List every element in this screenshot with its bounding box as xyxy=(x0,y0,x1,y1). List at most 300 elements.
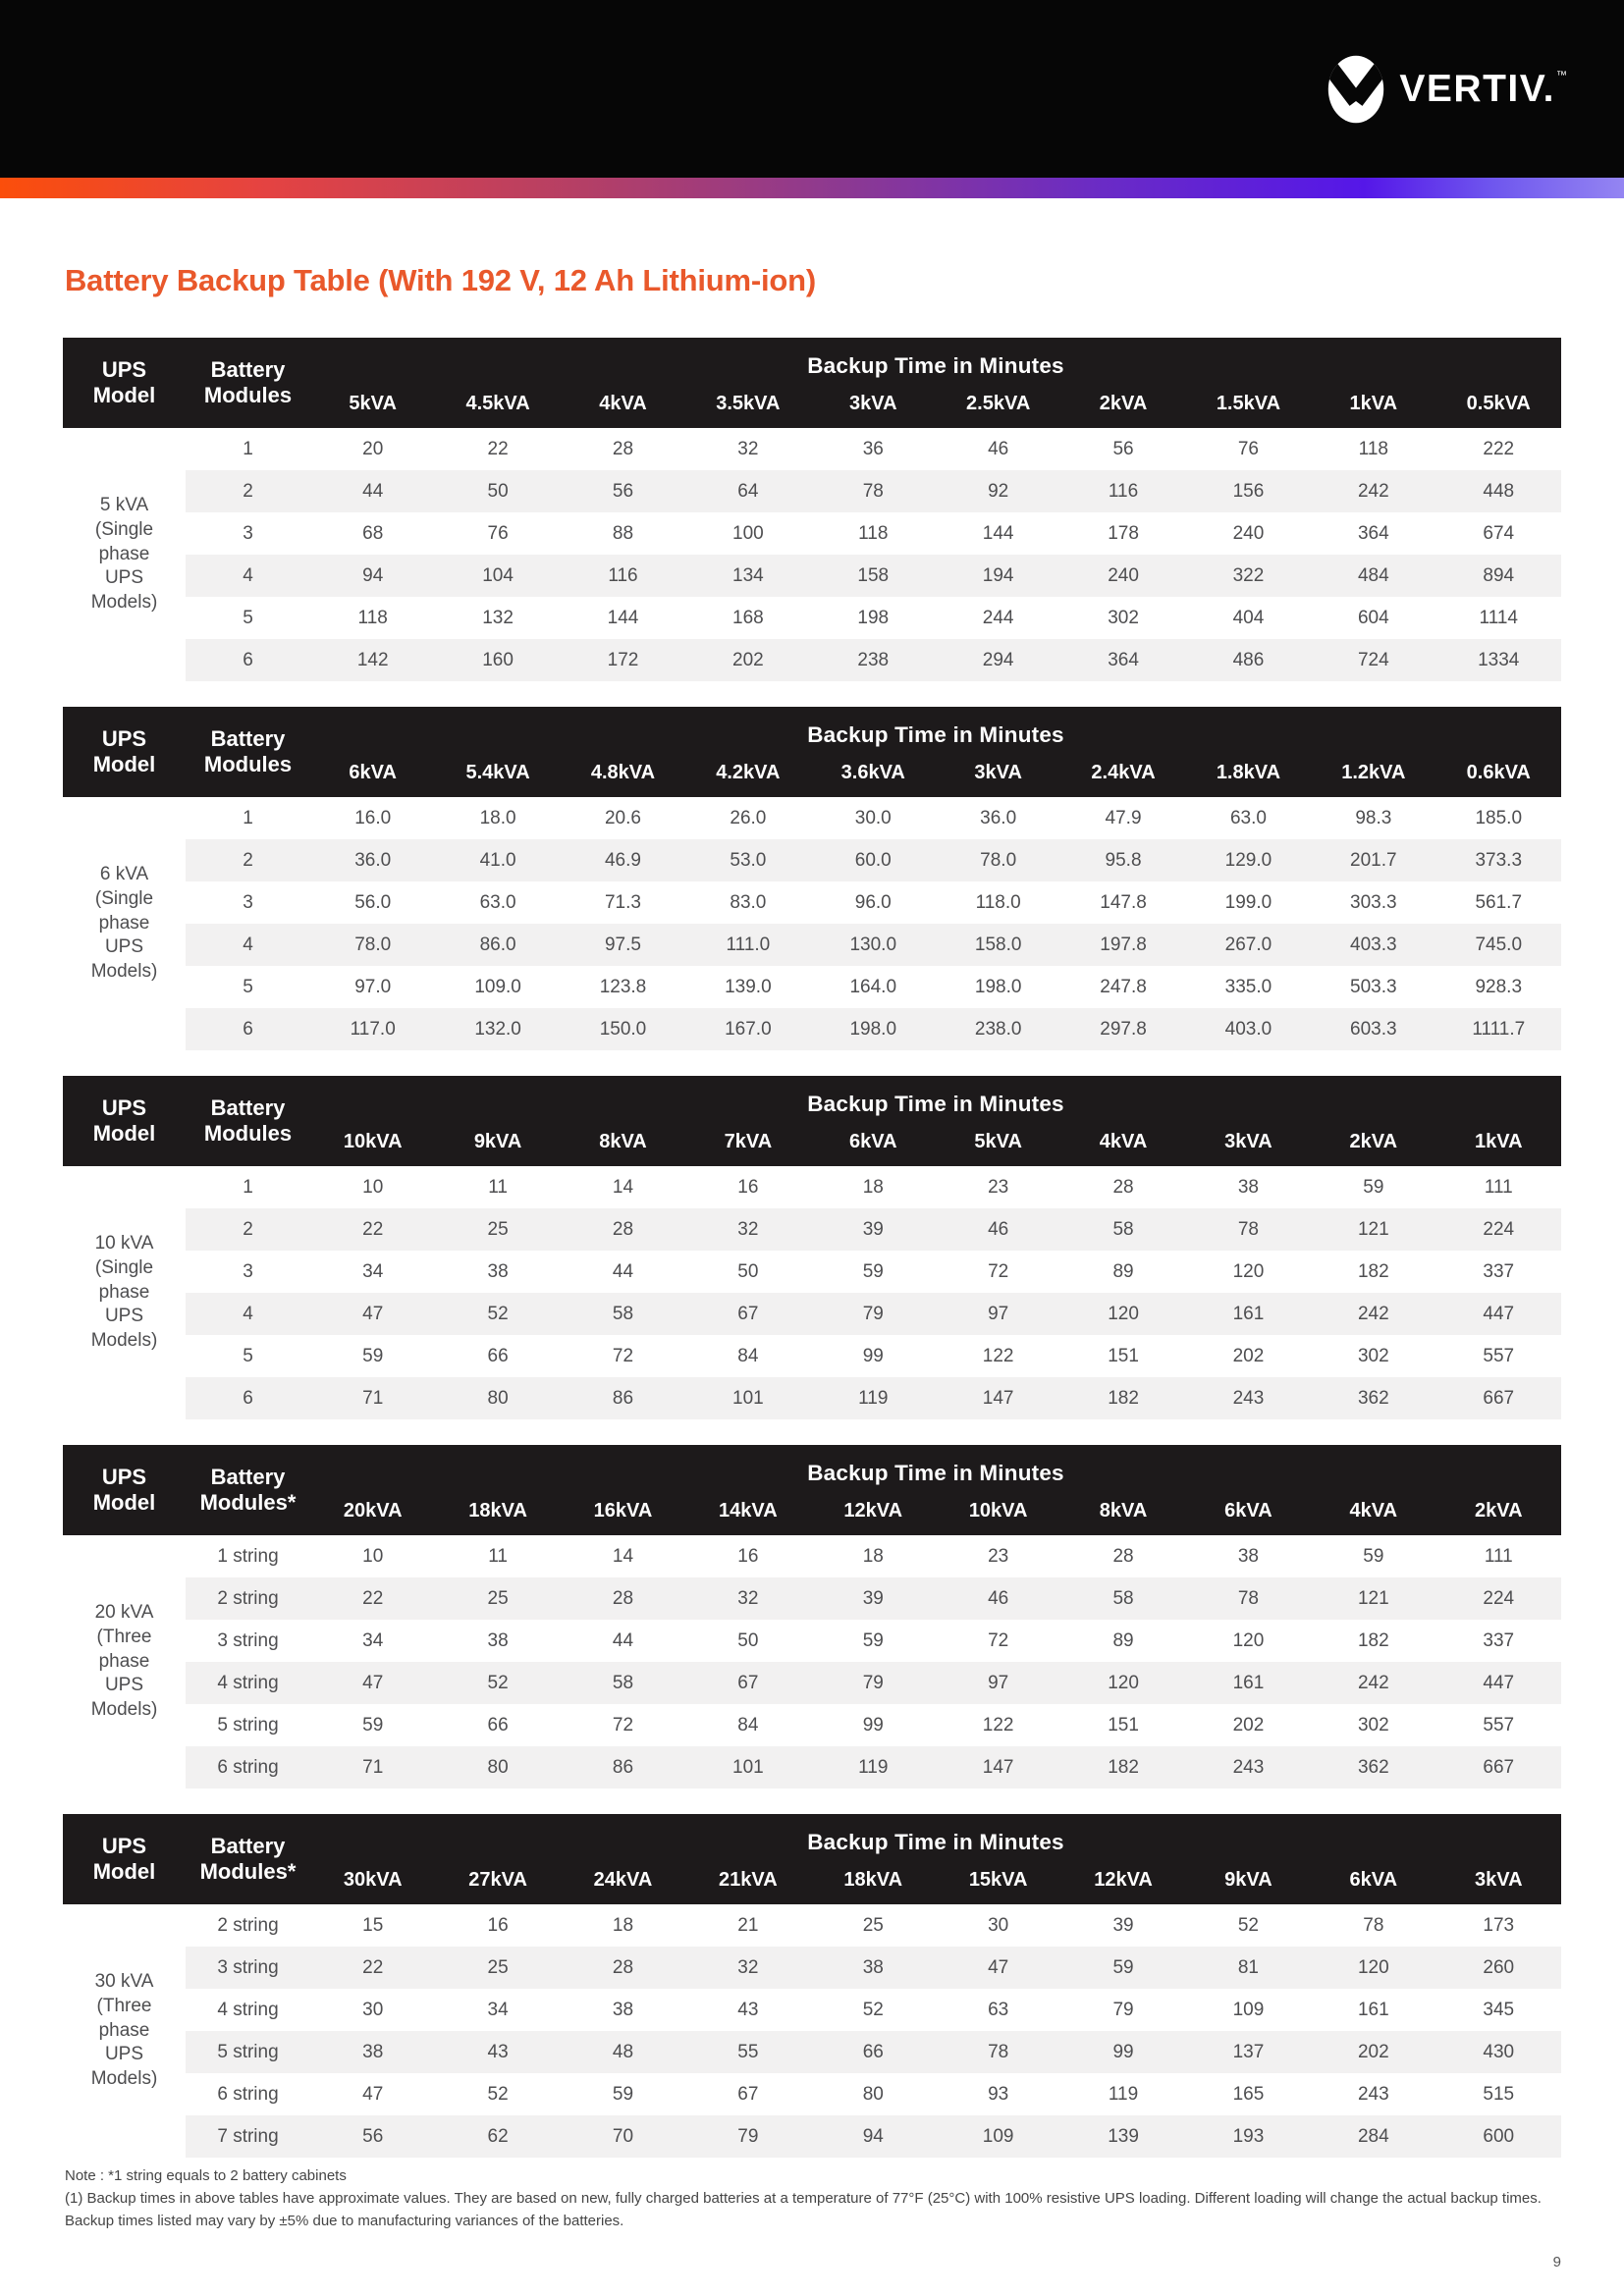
backup-value-cell: 151 xyxy=(1108,1714,1139,1735)
vertiv-logo-text: VERTIV.™ xyxy=(1399,68,1567,110)
ups-model-header: UPS Model xyxy=(63,1076,186,1166)
backup-value-cell: 28 xyxy=(561,1947,685,1989)
backup-value-cell: 1114 xyxy=(1479,607,1518,628)
backup-value-cell: 193 xyxy=(1186,2115,1311,2158)
kva-col-header: 6kVA xyxy=(811,1125,936,1166)
backup-value-cell: 120 xyxy=(1060,1293,1185,1335)
backup-value-cell: 63.0 xyxy=(479,891,516,913)
kva-col-header: 15kVA xyxy=(936,1863,1060,1904)
table-row xyxy=(63,797,1561,839)
kva-col-header: 1.2kVA xyxy=(1311,756,1435,797)
battery-modules-cell: 5 xyxy=(243,607,253,628)
backup-value-cell: 132 xyxy=(482,607,514,628)
kva-col-header: 6kVA xyxy=(310,756,435,797)
backup-value-cell: 118 xyxy=(1358,438,1388,459)
kva-col-header: 2kVA xyxy=(1311,1125,1435,1166)
backup-value-cell: 18.0 xyxy=(479,807,516,828)
backup-value-cell: 38 xyxy=(487,1260,509,1282)
backup-value-cell: 18 xyxy=(862,1176,884,1198)
kva-col-header: 1.8kVA xyxy=(1186,756,1311,797)
battery-modules-cell: 4 string xyxy=(217,1999,279,2020)
backup-value-cell: 745.0 xyxy=(1436,924,1561,966)
backup-value-cell: 28 xyxy=(561,1208,685,1251)
table-row xyxy=(63,597,1561,639)
backup-table xyxy=(63,1814,1561,2158)
backup-value-cell: 161 xyxy=(1186,1662,1311,1704)
backup-value-cell: 43 xyxy=(737,1999,759,2020)
backup-value-cell: 894 xyxy=(1436,555,1561,597)
backup-value-cell: 94 xyxy=(811,2115,936,2158)
kva-col-header: 9kVA xyxy=(1186,1863,1311,1904)
kva-col-header: 10kVA xyxy=(310,1125,435,1166)
backup-value-cell: 447 xyxy=(1436,1662,1561,1704)
kva-col-header: 12kVA xyxy=(811,1494,936,1535)
table-row xyxy=(63,1746,1561,1789)
backup-value-cell: 28 xyxy=(1112,1545,1134,1567)
backup-value-cell: 80 xyxy=(435,1746,560,1789)
backup-value-cell: 240 xyxy=(1232,522,1265,544)
backup-value-cell: 47 xyxy=(362,2083,384,2105)
backup-value-cell: 267.0 xyxy=(1186,924,1311,966)
table-row xyxy=(63,1251,1561,1293)
table-header-row xyxy=(63,338,1561,387)
backup-value-cell: 11 xyxy=(488,1176,508,1198)
ups-model-cell: 5 kVA (Single phase UPS Models) xyxy=(63,428,186,681)
backup-value-cell: 335.0 xyxy=(1224,976,1272,997)
backup-value-cell: 97 xyxy=(936,1662,1060,1704)
backup-value-cell: 34 xyxy=(362,1629,384,1651)
backup-value-cell: 32 xyxy=(685,1577,810,1620)
backup-value-cell: 86.0 xyxy=(435,924,560,966)
battery-modules-cell: 2 xyxy=(186,1208,310,1251)
battery-modules-cell: 3 xyxy=(243,1260,253,1282)
table-row xyxy=(63,2031,1561,2073)
table-row xyxy=(63,470,1561,512)
backup-value-cell: 147 xyxy=(936,1746,1060,1789)
backup-value-cell: 48 xyxy=(561,2031,685,2073)
backup-value-cell: 503.3 xyxy=(1350,976,1397,997)
backup-value-cell: 86 xyxy=(561,1377,685,1419)
backup-value-cell: 147 xyxy=(936,1377,1060,1419)
backup-value-cell: 95.8 xyxy=(1060,839,1185,881)
backup-value-cell: 116 xyxy=(561,555,685,597)
battery-modules-header: Battery Modules xyxy=(186,707,310,797)
backup-value-cell: 39 xyxy=(1112,1914,1134,1936)
backup-value-cell: 28 xyxy=(561,1577,685,1620)
battery-modules-cell: 3 xyxy=(243,891,253,913)
backup-value-cell: 151 xyxy=(1108,1345,1139,1366)
backup-value-cell: 120 xyxy=(1232,1629,1265,1651)
backup-time-header: Backup Time in Minutes xyxy=(310,707,1561,756)
backup-value-cell: 403.3 xyxy=(1311,924,1435,966)
battery-modules-cell: 1 string xyxy=(217,1545,279,1567)
backup-value-cell: 50 xyxy=(737,1260,759,1282)
backup-value-cell: 303.3 xyxy=(1350,891,1397,913)
table-head xyxy=(63,1814,1561,1904)
backup-value-cell: 122 xyxy=(982,1345,1014,1366)
backup-value-cell: 294 xyxy=(936,639,1060,681)
backup-value-cell: 144 xyxy=(607,607,639,628)
backup-table xyxy=(63,1076,1561,1419)
table-row xyxy=(63,639,1561,681)
backup-value-cell: 178 xyxy=(1108,522,1139,544)
backup-value-cell: 56 xyxy=(561,470,685,512)
backup-value-cell: 10 xyxy=(362,1545,384,1567)
backup-value-cell: 18 xyxy=(862,1545,884,1567)
backup-value-cell: 36.0 xyxy=(980,807,1017,828)
backup-value-cell: 38 xyxy=(1237,1545,1259,1567)
backup-value-cell: 243 xyxy=(1357,2083,1389,2105)
backup-value-cell: 362 xyxy=(1311,1377,1435,1419)
backup-value-cell: 99 xyxy=(862,1714,884,1735)
kva-col-header: 4kVA xyxy=(1060,1125,1185,1166)
backup-value-cell: 79 xyxy=(685,2115,810,2158)
ups-model-header: UPS Model xyxy=(63,338,186,428)
battery-modules-cell: 5 string xyxy=(186,2031,310,2073)
backup-time-header: Backup Time in Minutes xyxy=(310,338,1561,387)
table-row xyxy=(63,839,1561,881)
backup-value-cell: 72 xyxy=(988,1629,1009,1651)
backup-value-cell: 561.7 xyxy=(1475,891,1523,913)
table-row xyxy=(63,555,1561,597)
table-row xyxy=(63,1008,1561,1050)
backup-value-cell: 55 xyxy=(685,2031,810,2073)
backup-value-cell: 71 xyxy=(310,1746,435,1789)
table-row xyxy=(63,512,1561,555)
backup-value-cell: 78 xyxy=(1186,1577,1311,1620)
backup-value-cell: 104 xyxy=(435,555,560,597)
table-row xyxy=(63,966,1561,1008)
backup-value-cell: 23 xyxy=(988,1176,1009,1198)
note-string-definition: Note : *1 string equals to 2 battery cabinets xyxy=(65,2167,347,2184)
table-header-row xyxy=(63,1814,1561,1863)
battery-backup-tables-section xyxy=(63,338,1561,2158)
backup-value-cell: 58 xyxy=(1060,1208,1185,1251)
kva-col-header: 14kVA xyxy=(685,1494,810,1535)
kva-col-header: 30kVA xyxy=(310,1863,435,1904)
backup-value-cell: 79 xyxy=(1112,1999,1134,2020)
backup-value-cell: 182 xyxy=(1357,1260,1389,1282)
backup-value-cell: 52 xyxy=(435,1293,560,1335)
table-row xyxy=(63,1904,1561,1947)
backup-value-cell: 173 xyxy=(1483,1914,1515,1936)
backup-value-cell: 78.0 xyxy=(936,839,1060,881)
backup-value-cell: 603.3 xyxy=(1311,1008,1435,1050)
backup-value-cell: 202 xyxy=(685,639,810,681)
brand-gradient-bar xyxy=(0,178,1624,198)
kva-col-header: 24kVA xyxy=(561,1863,685,1904)
ups-model-cell: 30 kVA (Three phase UPS Models) xyxy=(63,1904,186,2158)
ups-model-header: UPS Model xyxy=(63,707,186,797)
backup-value-cell: 182 xyxy=(1060,1377,1185,1419)
backup-value-cell: 66 xyxy=(487,1345,509,1366)
backup-value-cell: 15 xyxy=(362,1914,384,1936)
backup-value-cell: 59 xyxy=(1363,1176,1384,1198)
backup-value-cell: 76 xyxy=(1237,438,1259,459)
kva-col-header: 5.4kVA xyxy=(435,756,560,797)
table-row xyxy=(63,2115,1561,2158)
vertiv-logo-mark-icon xyxy=(1326,52,1385,127)
backup-value-cell: 47 xyxy=(310,1662,435,1704)
backup-value-cell: 38 xyxy=(811,1947,936,1989)
backup-value-cell: 16.0 xyxy=(354,807,392,828)
backup-value-cell: 84 xyxy=(737,1345,759,1366)
backup-value-cell: 96.0 xyxy=(854,891,892,913)
backup-value-cell: 150.0 xyxy=(561,1008,685,1050)
backup-value-cell: 260 xyxy=(1436,1947,1561,1989)
battery-modules-cell: 3 string xyxy=(217,1629,279,1651)
backup-value-cell: 243 xyxy=(1186,1746,1311,1789)
backup-value-cell: 28 xyxy=(1112,1176,1134,1198)
backup-value-cell: 18 xyxy=(612,1914,634,1936)
backup-value-cell: 129.0 xyxy=(1186,839,1311,881)
kva-col-header: 9kVA xyxy=(435,1125,560,1166)
backup-value-cell: 121 xyxy=(1311,1577,1435,1620)
table-head xyxy=(63,338,1561,428)
backup-value-cell: 201.7 xyxy=(1311,839,1435,881)
backup-value-cell: 161 xyxy=(1186,1293,1311,1335)
table-head xyxy=(63,707,1561,797)
backup-value-cell: 99 xyxy=(862,1345,884,1366)
ups-model-cell: 10 kVA (Single phase UPS Models) xyxy=(63,1166,186,1419)
backup-value-cell: 53.0 xyxy=(685,839,810,881)
table-row xyxy=(63,1662,1561,1704)
battery-modules-cell: 1 xyxy=(243,1176,253,1198)
backup-value-cell: 34 xyxy=(362,1260,384,1282)
backup-value-cell: 97 xyxy=(936,1293,1060,1335)
backup-time-header: Backup Time in Minutes xyxy=(310,1814,1561,1863)
table-head xyxy=(63,1445,1561,1535)
trademark-symbol: ™ xyxy=(1556,70,1567,81)
backup-value-cell: 600 xyxy=(1436,2115,1561,2158)
backup-value-cell: 78.0 xyxy=(310,924,435,966)
backup-value-cell: 322 xyxy=(1186,555,1311,597)
table-row xyxy=(63,924,1561,966)
backup-value-cell: 403.0 xyxy=(1186,1008,1311,1050)
backup-value-cell: 52 xyxy=(435,1662,560,1704)
kva-col-header: 2kVA xyxy=(1060,387,1185,428)
backup-value-cell: 243 xyxy=(1186,1377,1311,1419)
backup-value-cell: 41.0 xyxy=(435,839,560,881)
battery-modules-header: Battery Modules xyxy=(186,1076,310,1166)
backup-value-cell: 66 xyxy=(811,2031,936,2073)
kva-col-header: 0.6kVA xyxy=(1436,756,1561,797)
backup-value-cell: 22 xyxy=(310,1577,435,1620)
table-row xyxy=(63,428,1561,470)
backup-value-cell: 161 xyxy=(1357,1999,1389,2020)
backup-value-cell: 30.0 xyxy=(854,807,892,828)
backup-value-cell: 59 xyxy=(612,2083,634,2105)
backup-value-cell: 46 xyxy=(988,438,1009,459)
kva-col-header: 27kVA xyxy=(435,1863,560,1904)
backup-value-cell: 147.8 xyxy=(1100,891,1147,913)
table-header-row xyxy=(63,707,1561,756)
page-title: Battery Backup Table (With 192 V, 12 Ah Lithium-ion) xyxy=(65,263,817,297)
backup-value-cell: 44 xyxy=(310,470,435,512)
backup-value-cell: 667 xyxy=(1436,1377,1561,1419)
backup-value-cell: 66 xyxy=(487,1714,509,1735)
backup-value-cell: 14 xyxy=(612,1176,634,1198)
backup-value-cell: 557 xyxy=(1483,1714,1515,1735)
kva-col-header: 2.5kVA xyxy=(936,387,1060,428)
backup-value-cell: 56 xyxy=(310,2115,435,2158)
backup-value-cell: 32 xyxy=(737,438,759,459)
backup-value-cell: 242 xyxy=(1311,1662,1435,1704)
battery-modules-header: Battery Modules* xyxy=(186,1814,310,1904)
page-body xyxy=(0,263,1624,2232)
backup-value-cell: 36.0 xyxy=(310,839,435,881)
kva-col-header: 1kVA xyxy=(1436,1125,1561,1166)
backup-value-cell: 198.0 xyxy=(974,976,1022,997)
kva-col-header: 3.6kVA xyxy=(811,756,936,797)
backup-value-cell: 284 xyxy=(1311,2115,1435,2158)
table-row xyxy=(63,1335,1561,1377)
kva-col-header: 3kVA xyxy=(936,756,1060,797)
backup-value-cell: 515 xyxy=(1483,2083,1515,2105)
backup-value-cell: 724 xyxy=(1311,639,1435,681)
backup-value-cell: 674 xyxy=(1483,522,1515,544)
backup-value-cell: 486 xyxy=(1186,639,1311,681)
kva-col-header: 4.2kVA xyxy=(685,756,810,797)
battery-modules-cell: 4 xyxy=(186,924,310,966)
battery-modules-header: Battery Modules xyxy=(186,338,310,428)
backup-value-cell: 63 xyxy=(988,1999,1009,2020)
backup-value-cell: 39 xyxy=(811,1577,936,1620)
backup-value-cell: 244 xyxy=(982,607,1014,628)
backup-value-cell: 238 xyxy=(811,639,936,681)
backup-value-cell: 38 xyxy=(487,1629,509,1651)
backup-value-cell: 71.3 xyxy=(604,891,641,913)
battery-modules-cell: 7 string xyxy=(186,2115,310,2158)
backup-value-cell: 238.0 xyxy=(936,1008,1060,1050)
backup-value-cell: 139 xyxy=(1060,2115,1185,2158)
backup-value-cell: 604 xyxy=(1357,607,1389,628)
backup-value-cell: 38 xyxy=(310,2031,435,2073)
backup-value-cell: 71 xyxy=(310,1377,435,1419)
backup-value-cell: 89 xyxy=(1112,1260,1134,1282)
backup-value-cell: 16 xyxy=(737,1545,759,1567)
backup-value-cell: 25 xyxy=(435,1577,560,1620)
backup-value-cell: 1334 xyxy=(1436,639,1561,681)
kva-col-header: 3kVA xyxy=(1186,1125,1311,1166)
ups-model-cell: 6 kVA (Single phase UPS Models) xyxy=(63,797,186,1050)
backup-value-cell: 222 xyxy=(1483,438,1515,459)
kva-col-header: 2.4kVA xyxy=(1060,756,1185,797)
backup-value-cell: 185.0 xyxy=(1475,807,1523,828)
backup-value-cell: 58 xyxy=(561,1293,685,1335)
backup-value-cell: 56.0 xyxy=(354,891,392,913)
backup-value-cell: 67 xyxy=(685,1293,810,1335)
backup-value-cell: 97.5 xyxy=(561,924,685,966)
kva-col-header: 7kVA xyxy=(685,1125,810,1166)
backup-value-cell: 58 xyxy=(1060,1577,1185,1620)
backup-value-cell: 182 xyxy=(1357,1629,1389,1651)
backup-value-cell: 302 xyxy=(1108,607,1139,628)
backup-value-cell: 404 xyxy=(1232,607,1265,628)
vertiv-logo xyxy=(1326,52,1567,127)
backup-value-cell: 11 xyxy=(488,1545,508,1567)
battery-modules-cell: 6 xyxy=(186,1377,310,1419)
backup-value-cell: 158 xyxy=(811,555,936,597)
backup-value-cell: 98.3 xyxy=(1355,807,1392,828)
backup-value-cell: 79 xyxy=(811,1293,936,1335)
table-row xyxy=(63,1293,1561,1335)
backup-value-cell: 16 xyxy=(737,1176,759,1198)
page-header xyxy=(0,0,1624,178)
backup-value-cell: 123.8 xyxy=(599,976,647,997)
table-row xyxy=(63,1704,1561,1746)
backup-value-cell: 84 xyxy=(737,1714,759,1735)
backup-value-cell: 122 xyxy=(982,1714,1014,1735)
backup-value-cell: 25 xyxy=(435,1947,560,1989)
table-header-row xyxy=(63,1445,1561,1494)
kva-col-header: 4.8kVA xyxy=(561,756,685,797)
battery-modules-cell: 4 string xyxy=(186,1662,310,1704)
backup-value-cell: 116 xyxy=(1060,470,1185,512)
backup-value-cell: 59 xyxy=(862,1629,884,1651)
table-row xyxy=(63,1577,1561,1620)
backup-value-cell: 59 xyxy=(362,1345,384,1366)
backup-value-cell: 20.6 xyxy=(604,807,641,828)
kva-col-header: 10kVA xyxy=(936,1494,1060,1535)
backup-value-cell: 242 xyxy=(1311,470,1435,512)
kva-col-header: 3kVA xyxy=(1436,1863,1561,1904)
backup-value-cell: 111 xyxy=(1484,1545,1513,1567)
backup-value-cell: 14 xyxy=(612,1545,634,1567)
backup-value-cell: 46 xyxy=(936,1208,1060,1251)
backup-value-cell: 38 xyxy=(612,1999,634,2020)
backup-value-cell: 59 xyxy=(1060,1947,1185,1989)
backup-value-cell: 25 xyxy=(435,1208,560,1251)
backup-value-cell: 119 xyxy=(811,1746,936,1789)
backup-value-cell: 297.8 xyxy=(1060,1008,1185,1050)
backup-value-cell: 199.0 xyxy=(1224,891,1272,913)
backup-value-cell: 10 xyxy=(362,1176,384,1198)
backup-value-cell: 130.0 xyxy=(811,924,936,966)
table-body xyxy=(63,428,1561,681)
kva-col-header: 21kVA xyxy=(685,1863,810,1904)
backup-value-cell: 81 xyxy=(1186,1947,1311,1989)
battery-modules-cell: 5 xyxy=(243,1345,253,1366)
backup-value-cell: 43 xyxy=(435,2031,560,2073)
battery-modules-cell: 3 xyxy=(243,522,253,544)
backup-value-cell: 47 xyxy=(310,1293,435,1335)
backup-value-cell: 22 xyxy=(310,1947,435,1989)
backup-value-cell: 101 xyxy=(685,1746,810,1789)
backup-value-cell: 16 xyxy=(487,1914,509,1936)
backup-value-cell: 364 xyxy=(1357,522,1389,544)
backup-value-cell: 52 xyxy=(862,1999,884,2020)
backup-value-cell: 109.0 xyxy=(474,976,521,997)
kva-col-header: 18kVA xyxy=(435,1494,560,1535)
backup-value-cell: 25 xyxy=(862,1914,884,1936)
backup-value-cell: 92 xyxy=(936,470,1060,512)
backup-value-cell: 86 xyxy=(561,1746,685,1789)
backup-value-cell: 430 xyxy=(1436,2031,1561,2073)
kva-col-header: 16kVA xyxy=(561,1494,685,1535)
kva-col-header: 18kVA xyxy=(811,1863,936,1904)
ups-model-cell: 20 kVA (Three phase UPS Models) xyxy=(63,1535,186,1789)
backup-value-cell: 70 xyxy=(561,2115,685,2158)
backup-value-cell: 26.0 xyxy=(730,807,767,828)
backup-value-cell: 137 xyxy=(1186,2031,1311,2073)
kva-col-header: 5kVA xyxy=(936,1125,1060,1166)
backup-value-cell: 373.3 xyxy=(1436,839,1561,881)
backup-value-cell: 928.3 xyxy=(1475,976,1523,997)
table-body xyxy=(63,1904,1561,2158)
backup-value-cell: 21 xyxy=(737,1914,759,1936)
backup-value-cell: 362 xyxy=(1311,1746,1435,1789)
